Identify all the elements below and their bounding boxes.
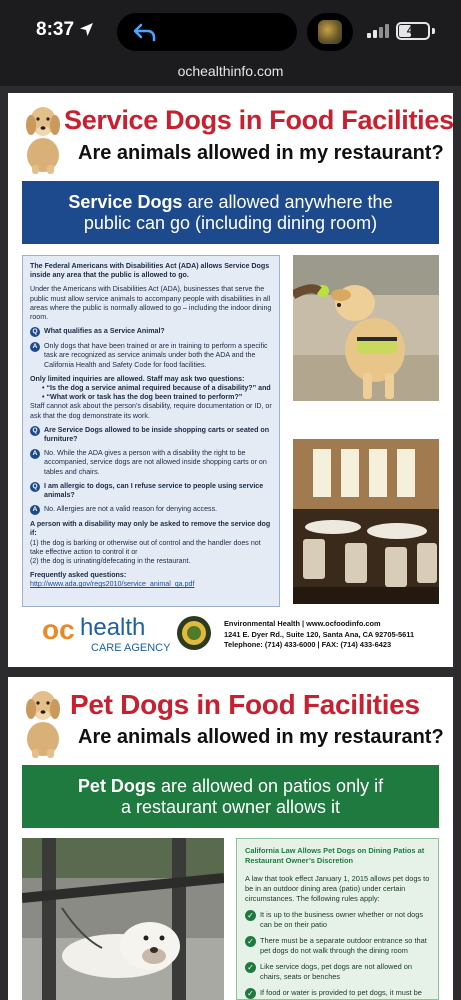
cellular-signal-icon <box>367 24 389 38</box>
question-text: Are Service Dogs allowed to be inside shopping carts or seated on furniture? <box>44 425 270 444</box>
banner-strong: Pet Dogs <box>77 775 156 796</box>
location-arrow-icon <box>79 22 94 37</box>
county-seal-icon <box>176 615 212 651</box>
answer-1 <box>30 342 272 370</box>
banner-line-1 <box>22 776 439 797</box>
flyer-subtitle: Are animals allowed in my restaurant? <box>78 142 444 164</box>
rule-text: Like service dogs, pet dogs are not allowed on chairs, seats or benches <box>260 962 413 981</box>
banner-line-2: public can go (including dining room) <box>83 212 378 233</box>
address-bar[interactable] <box>0 58 461 86</box>
ada-info-box <box>22 255 280 607</box>
rule-text: If food or water is provided to pet dogs, it must be <box>260 988 422 997</box>
question-text: I am allergic to dogs, can I refuse service to people using service animals? <box>44 481 264 500</box>
banner-rest: are allowed anywhere the <box>182 191 393 212</box>
battery-tip <box>432 28 435 34</box>
service-dogs-flyer <box>8 93 453 667</box>
law-box-intro: A law that took effect January 1, 2015 allows pet dogs to be in an outdoor dining area (patio) under certain circumstances. The following rules apply: <box>245 874 430 903</box>
inquiries-note: Staff cannot ask about the person’s disability, require documentation or ID, or ask that the dog demonstrate its work. <box>30 402 272 420</box>
rule-item <box>245 962 430 982</box>
rule-item <box>245 910 430 930</box>
inquiries-heading: Only limited inquiries are allowed. Staff may ask two questions: <box>30 374 245 383</box>
clock-time: 8:37 <box>36 19 75 40</box>
golden-retriever-icon <box>20 683 66 759</box>
check-icon: ✓ <box>245 988 256 999</box>
law-box-title: California Law Allows Pet Dogs on Dining Patios at Restaurant Owner’s Discretion <box>245 846 425 865</box>
removal-condition-2: (2) the dog is urinating/defecating in the restaurant. <box>30 557 191 566</box>
check-icon: ✓ <box>245 962 256 973</box>
inquiry-2: • “What work or task has the dog been trained to perform?” <box>42 393 243 402</box>
battery-percent: 44 <box>406 25 420 37</box>
q-badge: Q <box>30 426 40 436</box>
pet-dogs-flyer <box>8 677 453 1000</box>
service-dogs-banner <box>22 181 439 244</box>
logo-oc: oc <box>42 614 75 645</box>
faq-label: Frequently asked questions: <box>30 571 127 580</box>
ada-paragraph: Under the Americans with Disabilities Act (ADA), businesses that serve the public must allow service animals to accompany people with disabilities in all areas where the public is normally allowed to go – including the indoor dining room. <box>30 285 272 322</box>
a-badge: A <box>30 449 40 459</box>
answer-2 <box>30 449 272 477</box>
question-2 <box>30 426 272 444</box>
logo-agency: CARE AGENCY <box>91 642 171 654</box>
contact-info <box>224 619 450 651</box>
banner-line-2: a restaurant owner allows it <box>120 796 341 817</box>
banner-strong: Service Dogs <box>68 191 183 212</box>
banner-rest: are allowed on patios only if <box>155 775 384 796</box>
status-bar <box>0 0 461 58</box>
faq-link[interactable]: http://www.ada.gov/regs2010/service_animal_qa.pdf <box>30 580 195 589</box>
address-line: 1241 E. Dyer Rd., Suite 120, Santa Ana, CA 92705-5611 <box>224 629 415 639</box>
battery-icon <box>396 22 430 40</box>
flyer-title: Pet Dogs in Food Facilities <box>70 689 420 720</box>
answer-3 <box>30 505 272 515</box>
question-1 <box>30 327 272 337</box>
banner-line-1 <box>22 192 439 213</box>
pet-dog-patio-photo <box>22 838 224 1000</box>
rule-item <box>245 936 430 956</box>
app-icon <box>318 20 342 44</box>
oc-health-care-agency-logo <box>42 612 176 658</box>
url-text: ochealthinfo.com <box>177 63 284 79</box>
inquiry-1: • “Is the dog a service animal required because of a disability?” and <box>42 384 271 393</box>
flyer-subtitle: Are animals allowed in my restaurant? <box>78 726 444 748</box>
flyer-title: Service Dogs in Food Facilities <box>64 105 454 135</box>
answer-text: Only dogs that have been trained or are in training to perform a specific task are recognized as service animals under both the ADA and the California Health and Safety Code for food facilities. <box>44 342 268 369</box>
department-line: Environmental Health | www.ocfoodinfo.com <box>224 619 381 628</box>
rule-item <box>245 988 430 999</box>
a-badge: A <box>30 342 40 352</box>
removal-heading: A person with a disability may only be asked to remove the service dog if: <box>30 520 271 538</box>
intro-text: The Federal Americans with Disabilities Act (ADA) allows Service Dogs inside any area that the public is allowed to go. <box>30 262 270 280</box>
question-3 <box>30 482 272 500</box>
removal-condition-1: (1) the dog is barking or otherwise out of control and the handler does not take effective action to control it or <box>30 538 261 556</box>
california-law-box <box>236 838 439 1000</box>
check-icon: ✓ <box>245 910 256 921</box>
phone-line: Telephone: (714) 433-6000 | FAX: (714) 433-6423 <box>224 640 392 649</box>
rule-text: There must be a separate outdoor entrance so that pet dogs do not walk through the dining room <box>260 936 427 955</box>
a-badge: A <box>30 505 40 515</box>
check-icon: ✓ <box>245 936 256 947</box>
service-dog-photo <box>293 255 439 401</box>
q-badge: Q <box>30 482 40 492</box>
rule-text: It is up to the business owner whether or not dogs can be on their patio <box>260 910 424 929</box>
pet-dogs-banner <box>22 765 439 828</box>
back-to-app-icon[interactable] <box>132 22 158 42</box>
answer-text: No. While the ADA gives a person with a disability the right to be accompanied, service dogs are not allowed inside shopping carts or on tables and chairs. <box>44 449 267 476</box>
restaurant-dining-room-photo <box>293 439 439 604</box>
live-activity-thumbnail[interactable] <box>307 13 353 51</box>
q-badge: Q <box>30 327 40 337</box>
logo-health: health <box>80 614 146 641</box>
answer-text: No. Allergies are not a valid reason for denying access. <box>44 505 218 514</box>
question-text: What qualifies as a Service Animal? <box>44 327 165 336</box>
golden-retriever-icon <box>20 99 66 175</box>
